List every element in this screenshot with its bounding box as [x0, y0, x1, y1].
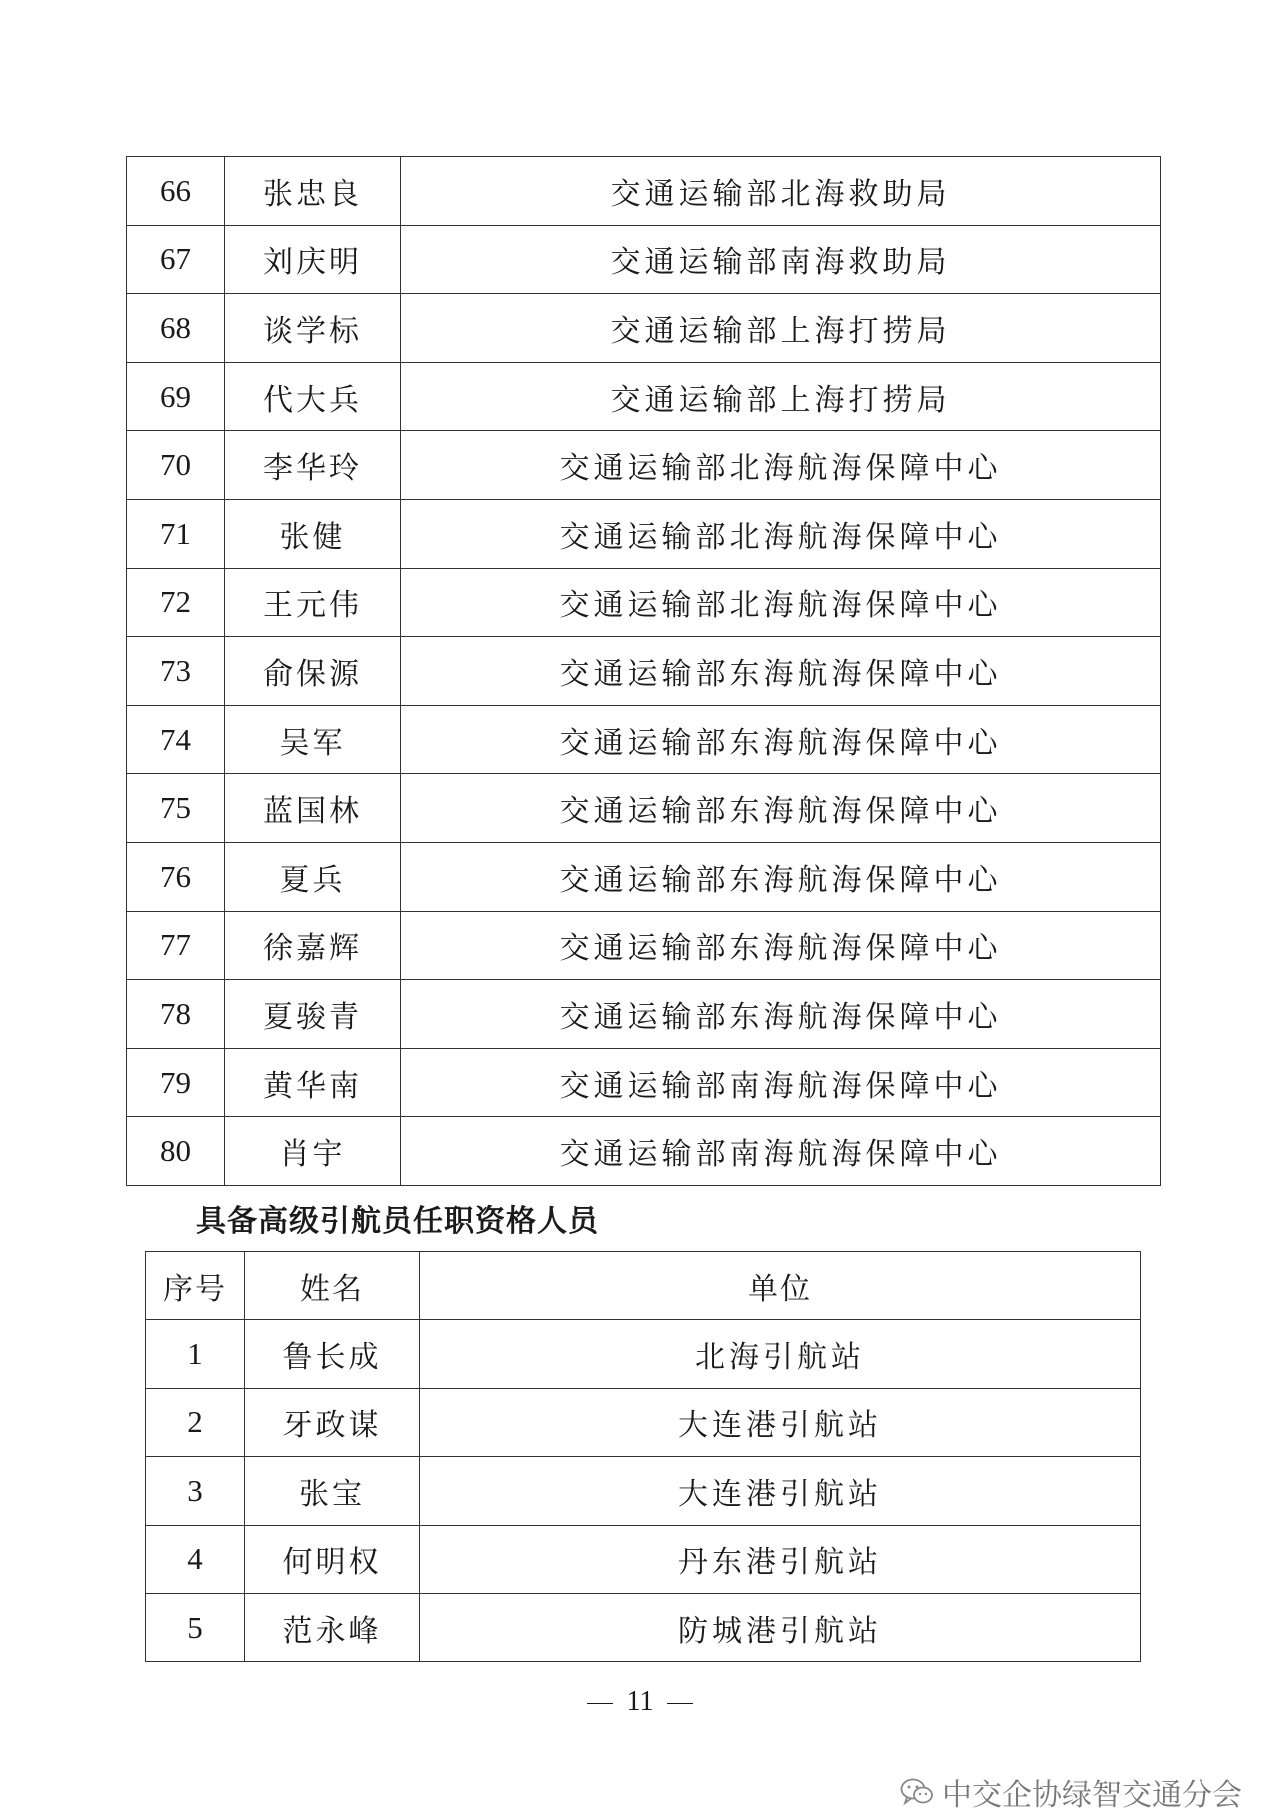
table-row: [146, 1593, 1141, 1661]
row-number: 5: [146, 1593, 245, 1661]
work-unit: 交通运输部南海航海保障中心: [401, 1048, 1161, 1117]
wechat-icon: [900, 1777, 934, 1807]
work-unit: 防城港引航站: [420, 1593, 1141, 1661]
work-unit: 交通运输部上海打捞局: [401, 294, 1161, 363]
person-name: 张健: [225, 499, 401, 568]
person-name: 肖宇: [225, 1117, 401, 1186]
table-row: [146, 1457, 1141, 1525]
table-row: [127, 499, 1161, 568]
header-unit: 单位: [420, 1252, 1141, 1320]
table-row: [127, 980, 1161, 1049]
table-row: [127, 568, 1161, 637]
table-row: [127, 362, 1161, 431]
row-number: 78: [127, 980, 225, 1049]
person-name: 鲁长成: [245, 1320, 420, 1388]
row-number: 76: [127, 842, 225, 911]
work-unit: 交通运输部南海航海保障中心: [401, 1117, 1161, 1186]
row-number: 73: [127, 637, 225, 706]
work-unit: 交通运输部上海打捞局: [401, 362, 1161, 431]
person-name: 李华玲: [225, 431, 401, 500]
work-unit: 丹东港引航站: [420, 1525, 1141, 1593]
person-name: 吴军: [225, 705, 401, 774]
person-name: 夏骏青: [225, 980, 401, 1049]
table-row: [127, 1117, 1161, 1186]
row-number: 66: [127, 157, 225, 226]
watermark: [900, 1770, 1242, 1814]
work-unit: 大连港引航站: [420, 1457, 1141, 1525]
person-name: 蓝国林: [225, 774, 401, 843]
table-row: [127, 294, 1161, 363]
person-name: 张宝: [245, 1457, 420, 1525]
person-name: 王元伟: [225, 568, 401, 637]
table-row: [127, 1048, 1161, 1117]
work-unit: 交通运输部南海救助局: [401, 225, 1161, 294]
work-unit: 交通运输部北海航海保障中心: [401, 568, 1161, 637]
row-number: 2: [146, 1388, 245, 1456]
person-name: 代大兵: [225, 362, 401, 431]
table-row: [127, 705, 1161, 774]
page-number-value: 11: [626, 1686, 654, 1717]
work-unit: 大连港引航站: [420, 1388, 1141, 1456]
row-number: 70: [127, 431, 225, 500]
table-row: [146, 1388, 1141, 1456]
work-unit: 交通运输部东海航海保障中心: [401, 705, 1161, 774]
person-name: 范永峰: [245, 1593, 420, 1661]
section-title: 具备高级引航员任职资格人员: [196, 1204, 599, 1239]
row-number: 68: [127, 294, 225, 363]
row-number: 80: [127, 1117, 225, 1186]
table-row: [127, 842, 1161, 911]
row-number: 67: [127, 225, 225, 294]
work-unit: 交通运输部北海航海保障中心: [401, 499, 1161, 568]
person-name: 谈学标: [225, 294, 401, 363]
table-row: [127, 911, 1161, 980]
table-row: [146, 1525, 1141, 1593]
row-number: 4: [146, 1525, 245, 1593]
table-row: [127, 157, 1161, 226]
row-number: 3: [146, 1457, 245, 1525]
senior-pilot-table: [145, 1251, 1141, 1662]
work-unit: 交通运输部东海航海保障中心: [401, 637, 1161, 706]
person-name: 张忠良: [225, 157, 401, 226]
row-number: 74: [127, 705, 225, 774]
row-number: 69: [127, 362, 225, 431]
row-number: 77: [127, 911, 225, 980]
table-header-row: [146, 1252, 1141, 1320]
row-number: 71: [127, 499, 225, 568]
header-name: 姓名: [245, 1252, 420, 1320]
row-number: 79: [127, 1048, 225, 1117]
work-unit: 交通运输部东海航海保障中心: [401, 911, 1161, 980]
table-row: [127, 637, 1161, 706]
person-name: 牙政谋: [245, 1388, 420, 1456]
header-number: 序号: [146, 1252, 245, 1320]
table-row: [146, 1320, 1141, 1388]
table-row: [127, 225, 1161, 294]
work-unit: 北海引航站: [420, 1320, 1141, 1388]
row-number: 72: [127, 568, 225, 637]
watermark-text: 中交企协绿智交通分会: [942, 1778, 1242, 1813]
person-name: 何明权: [245, 1525, 420, 1593]
table-row: [127, 774, 1161, 843]
page-number: [0, 1686, 1280, 1718]
person-name: 俞保源: [225, 637, 401, 706]
row-number: 1: [146, 1320, 245, 1388]
work-unit: 交通运输部东海航海保障中心: [401, 774, 1161, 843]
table-row: [127, 431, 1161, 500]
work-unit: 交通运输部东海航海保障中心: [401, 842, 1161, 911]
person-name: 刘庆明: [225, 225, 401, 294]
row-number: 75: [127, 774, 225, 843]
em-dash-right: [667, 1703, 693, 1705]
personnel-table-continued: [126, 156, 1161, 1186]
work-unit: 交通运输部北海航海保障中心: [401, 431, 1161, 500]
person-name: 徐嘉辉: [225, 911, 401, 980]
work-unit: 交通运输部北海救助局: [401, 157, 1161, 226]
person-name: 夏兵: [225, 842, 401, 911]
em-dash-left: [587, 1703, 613, 1705]
person-name: 黄华南: [225, 1048, 401, 1117]
work-unit: 交通运输部东海航海保障中心: [401, 980, 1161, 1049]
